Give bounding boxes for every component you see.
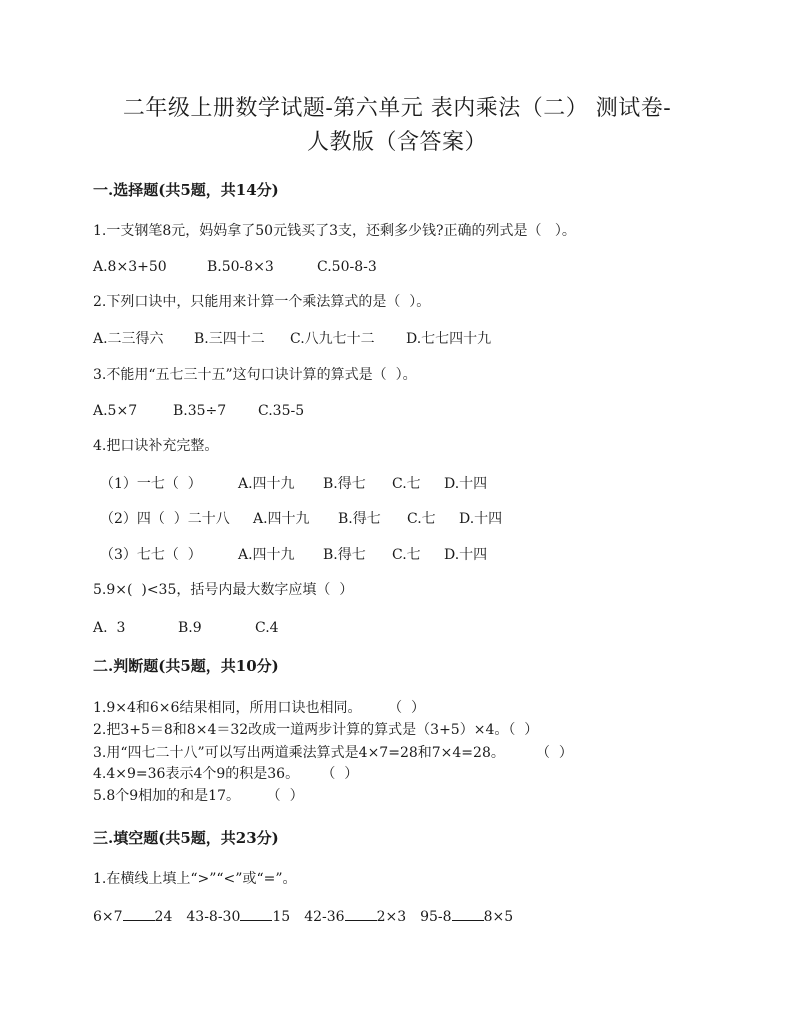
option-b: B.得七	[323, 476, 366, 492]
compare-item-1	[93, 906, 172, 927]
judge-item-3: 3.用“四七二十八”可以写出两道乘法算式是4×7=28和7×4=28。 （ ）	[93, 745, 573, 761]
section-heading-judge: 二.判断题(共5题，共10分)	[93, 657, 279, 675]
compare-left: 6×7	[93, 909, 123, 925]
option-c: C.七	[392, 476, 421, 492]
option-d: D.十四	[444, 476, 488, 492]
option-b: B.50-8×3	[207, 259, 274, 275]
question-4-sub1	[100, 474, 487, 494]
question-5-options	[93, 618, 279, 638]
judge-item-4: 4.4×9=36表示4个9的积是36。 （ ）	[93, 766, 359, 782]
option-b: B.35÷7	[173, 403, 227, 419]
compare-item-4	[420, 906, 513, 927]
option-c: C.八九七十二	[290, 331, 375, 347]
compare-right: 24	[154, 909, 173, 925]
compare-left: 43-8-30	[186, 909, 241, 925]
fill-question-1-items	[93, 906, 513, 927]
option-b: B.三四十二	[194, 331, 265, 347]
judge-item-2: 2.把3+5＝8和8×4＝32改成一道两步计算的算式是（3+5）×4。（ ）	[93, 722, 539, 738]
option-a: A.四十九	[253, 511, 310, 527]
answer-blank[interactable]	[123, 906, 155, 921]
compare-right: 15	[272, 909, 291, 925]
option-b: B.得七	[338, 511, 381, 527]
section-heading-choice: 一.选择题(共5题，共14分)	[93, 181, 279, 199]
option-a: A. 3	[93, 620, 126, 636]
question-4-sub3	[100, 545, 487, 565]
compare-right: 2×3	[376, 909, 407, 925]
question-2-options	[93, 329, 491, 349]
option-a: A.四十九	[238, 547, 295, 563]
option-c: C.50-8-3	[317, 259, 377, 275]
option-d: D.十四	[459, 511, 503, 527]
question-3-options	[93, 401, 304, 421]
question-3-text: 3.不能用“五七三十五”这句口诀计算的算式是（ ）。	[93, 367, 417, 383]
option-d: D.七七四十九	[406, 331, 492, 347]
compare-left: 95-8	[420, 909, 452, 925]
question-1-options	[93, 257, 377, 277]
compare-item-3	[304, 906, 406, 927]
question-2-text: 2.下列口诀中，只能用来计算一个乘法算式的是（ ）。	[93, 294, 431, 310]
option-a: A.二三得六	[93, 331, 164, 347]
question-4-text: 4.把口诀补充完整。	[93, 438, 219, 454]
question-1-text: 1.一支钢笔8元，妈妈拿了50元钱买了3支，还剩多少钱?正确的列式是（ ）。	[93, 223, 576, 239]
section-heading-fill: 三.填空题(共5题，共23分)	[93, 829, 279, 847]
option-d: D.十四	[444, 547, 488, 563]
answer-blank[interactable]	[452, 906, 484, 921]
judge-item-5: 5.8个9相加的和是17。 （ ）	[93, 788, 304, 804]
question-5-text: 5.9×( )<35，括号内最大数字应填（ ）	[93, 582, 354, 598]
option-c: C.4	[255, 620, 279, 636]
page-title-line2: 人教版（含答案）	[306, 130, 487, 155]
sub3-stem: （3）七七（ ）	[100, 547, 202, 563]
compare-right: 8×5	[483, 909, 514, 925]
answer-blank[interactable]	[240, 906, 272, 921]
page-title-line1: 二年级上册数学试题-第六单元 表内乘法（二） 测试卷-	[122, 96, 672, 121]
option-c: C.七	[392, 547, 421, 563]
question-4-sub2	[100, 509, 502, 529]
option-b: B.得七	[323, 547, 366, 563]
option-c: C.七	[407, 511, 436, 527]
option-a: A.四十九	[238, 476, 295, 492]
answer-blank[interactable]	[345, 906, 377, 921]
option-b: B.9	[178, 620, 202, 636]
compare-item-2	[186, 906, 290, 927]
compare-left: 42-36	[304, 909, 345, 925]
sub2-stem: （2）四（ ）二十八	[100, 511, 230, 527]
option-a: A.5×7	[93, 403, 138, 419]
option-a: A.8×3+50	[93, 259, 167, 275]
sub1-stem: （1）一七（ ）	[100, 476, 202, 492]
option-c: C.35-5	[258, 403, 305, 419]
judge-item-1: 1.9×4和6×6结果相同，所用口诀也相同。 （ ）	[93, 700, 426, 716]
fill-question-1-text: 1.在横线上填上“>”“<”或“=”。	[93, 871, 297, 887]
